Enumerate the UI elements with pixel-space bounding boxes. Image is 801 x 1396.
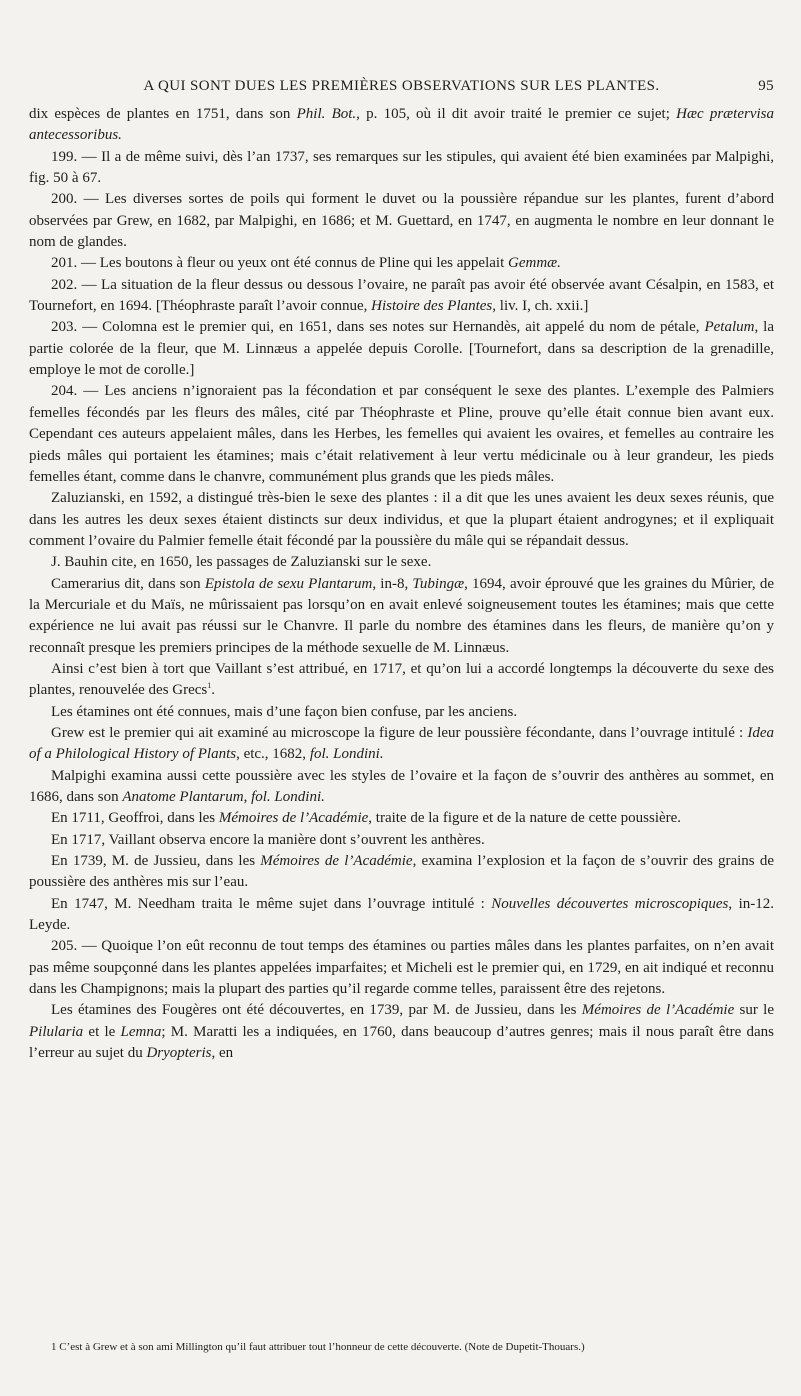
paragraph: Ainsi c’est bien à tort que Vaillant s’est attribué, en 1717, et qu’on lui a accordé longtemps la découverte du sexe des plantes, renouvelée des Grecs$^1$. bbox=[29, 660, 774, 699]
paragraph: 201. — Les boutons à fleur ou yeux ont été connus de Pline qui les appelait Gemmæ. bbox=[51, 255, 561, 272]
footnote: 1 C’est à Grew et à son ami Millington qu’il faut attribuer tout l’honneur de cette découverte. (Note de Dupetit-Thouars.) bbox=[51, 1341, 585, 1353]
paragraph: 204. — Les anciens n’ignoraient pas la fécondation et par conséquent le sexe des plantes. L’exemple des Palmiers femelles fécondés par les fleurs des mâles, cité par Théophraste et Pline, prouve qu’elle était connue bien avant eux. Cependant ces auteurs appelaient mâles, dans les Herbes, les femelles qui avaient les ovaires, et femelles au contraire les pieds mâles qui portaient les étamines; mais c’était relativement à leur vertu médicinale ou à leur grandeur, les pieds femelles étant, comme dans le chanvre, communément plus grands que les pieds mâles. bbox=[29, 383, 774, 485]
page-number: 95 bbox=[758, 78, 774, 94]
paragraph: 200. — Les diverses sortes de poils qui forment le duvet ou la poussière répandue sur les plantes, furent d’abord observées par Grew, en 1682, par Malpighi, en 1686; et M. Guettard, en 1747, en augmenta le nombre en leur donnant le nom de glandes. bbox=[29, 191, 774, 251]
paragraph: Les étamines ont été connues, mais d’une façon bien confuse, par les anciens. bbox=[51, 703, 518, 720]
paragraph: Les étamines des Fougères ont été découvertes, en 1739, par M. de Jussieu, dans les Mémoires de l’Académie sur le Pilularia et le Lemna; M. Maratti les a indiquées, en 1760, dans beaucoup d’autres genres; mais il nous paraît être dans l’erreur au sujet du Dryopteris, en bbox=[29, 1002, 775, 1062]
running-title: A QUI SONT DUES LES PREMIÈRES OBSERVATIONS SUR LES PLANTES. bbox=[143, 78, 660, 94]
paragraph: Zaluzianski, en 1592, a distingué très-bien le sexe des plantes : il a dit que les unes avaient les deux sexes réunis, que dans les autres les deux sexes étaient distincts sur deux individus, et que la plupart étaient androgynes; et il expliquait comment l’ovaire du Palmier femelle était fécondé par la poussière du mâle qui se répandait dessus. bbox=[29, 490, 774, 549]
paragraph: En 1747, M. Needham traita le même sujet dans l’ouvrage intitulé : Nouvelles découvertes microscopiques, in-12. Leyde. bbox=[29, 895, 774, 934]
paragraph: J. Bauhin cite, en 1650, les passages de Zaluzianski sur le sexe. bbox=[51, 554, 432, 571]
paragraph: En 1711, Geoffroi, dans les Mémoires de l’Académie, traite de la figure et de la nature de cette poussière. bbox=[51, 810, 682, 827]
paragraph: Camerarius dit, dans son Epistola de sexu Plantarum, in-8, Tubingæ, 1694, avoir éprouvé que les graines du Mûrier, de la Mercuriale et du Maïs, ne mûrissaient pas lorsqu’on en avait enlevé soigneusement toutes les étamines; mais que cette expérience ne lui avait pas réussi sur le Chanvre. Il parle du nombre des étamines dans les fleurs, de manière qu’on y reconnaît presque les premiers principes de la méthode sexuelle de M. Linnæus. bbox=[29, 575, 774, 656]
paragraph: 205. — Quoique l’on eût reconnu de tout temps des étamines ou parties mâles dans les plantes parfaites, on n’en avait pas même soupçonné dans les plantes appelées imparfaites; et Micheli est le premier qui, en 1729, en ait indiqué et reconnu dans les Champignons; mais la plupart des parties qu’il regarde comme telles, paraissent être des rejetons. bbox=[29, 938, 774, 998]
paragraph: 202. — La situation de la fleur dessus ou dessous l’ovaire, ne paraît pas avoir été observée avant Césalpin, en 1583, et Tournefort, en 1694. [Théophraste paraît l’avoir connue, Histoire des Plantes, liv. I, ch. xxii.] bbox=[29, 276, 774, 315]
paragraph: dix espèces de plantes en 1751, dans son Phil. Bot., p. 105, où il dit avoir traité le premier ce sujet; Hæc prætervisa antecessoribus. bbox=[29, 106, 774, 144]
paragraph: 199. — Il a de même suivi, dès l’an 1737, ses remarques sur les stipules, qui avaient été bien examinées par Malpighi, fig. 50 à 67. bbox=[29, 148, 774, 187]
paragraph: En 1739, M. de Jussieu, dans les Mémoires de l’Académie, examina l’explosion et la façon de s’ouvrir des grains de poussière des anthères mis sur l’eau. bbox=[29, 853, 774, 891]
paragraph: 203. — Colomna est le premier qui, en 1651, dans ses notes sur Hernandès, ait appelé du nom de pétale, Petalum, la partie colorée de la fleur, que M. Linnæus a appelée depuis Corolle. [Tournefort, dans sa description de la grenadille, employe le mot de corolle.] bbox=[29, 319, 774, 379]
paragraph: Grew est le premier qui ait examiné au microscope la figure de leur poussière fécondante, dans l’ouvrage intitulé : Idea of a Philological History of Plants, etc., 1682, fol. Londini. bbox=[29, 724, 774, 763]
running-header bbox=[29, 78, 774, 100]
body-text bbox=[29, 104, 774, 1064]
paragraph: Malpighi examina aussi cette poussière avec les styles de l’ovaire et la façon de s’ouvrir des anthères au sommet, en 1686, dans son Anatome Plantarum, fol. Londini. bbox=[29, 767, 774, 805]
paragraph: En 1717, Vaillant observa encore la manière dont s’ouvrent les anthères. bbox=[51, 831, 485, 848]
